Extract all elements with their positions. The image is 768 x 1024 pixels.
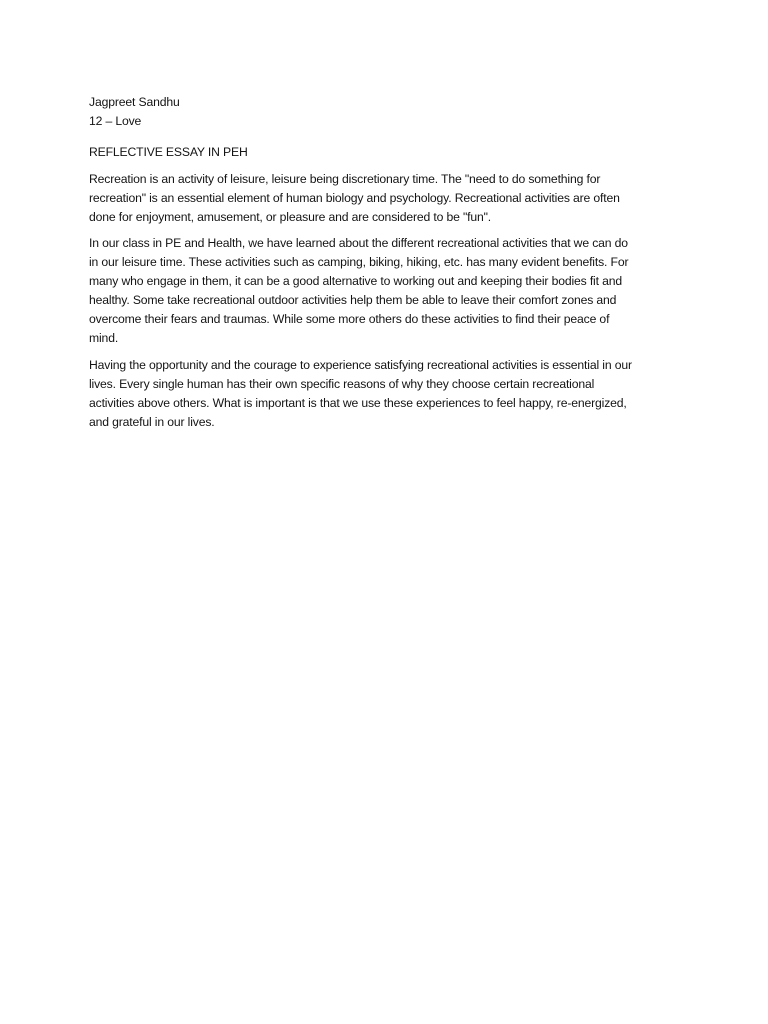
paragraph-1 bbox=[89, 170, 689, 227]
paragraph-line: and grateful in our lives. bbox=[89, 414, 215, 429]
paragraph-2 bbox=[89, 234, 689, 347]
paragraph-line: In our class in PE and Health, we have learned about the different recreational activities that we can do bbox=[89, 236, 628, 251]
paragraph-line: done for enjoyment, amusement, or pleasure and are considered to be "fun". bbox=[89, 209, 492, 224]
class-section: 12 – Love bbox=[89, 113, 142, 128]
essay-content bbox=[89, 93, 689, 432]
paragraph-line: Recreation is an activity of leisure, leisure being discretionary time. The "need to do something for bbox=[89, 171, 601, 186]
paragraph-line: activities above others. What is important is that we use these experiences to feel happy, re-energized, bbox=[89, 395, 627, 410]
essay-title: REFLECTIVE ESSAY IN PEH bbox=[89, 144, 248, 159]
paragraph-line: recreation" is an essential element of human biology and psychology. Recreational activities are often bbox=[89, 190, 620, 205]
paragraph-line: healthy. Some take recreational outdoor activities help them be able to leave their comfort zones and bbox=[89, 293, 617, 308]
paragraph-line: Having the opportunity and the courage to experience satisfying recreational activities is essential in our bbox=[89, 357, 632, 372]
paragraph-line: in our leisure time. These activities such as camping, biking, hiking, etc. has many evident benefits. For bbox=[89, 255, 629, 270]
paragraph-line: lives. Every single human has their own specific reasons of why they choose certain recreational bbox=[89, 376, 595, 391]
paragraph-3 bbox=[89, 356, 689, 432]
paragraph-line: mind. bbox=[89, 330, 119, 345]
paragraph-line: many who engage in them, it can be a good alternative to working out and keeping their bodies fit and bbox=[89, 274, 622, 289]
author-name: Jagpreet Sandhu bbox=[89, 95, 180, 109]
paragraph-line: overcome their fears and traumas. While some more others do these activities to find their peace of bbox=[89, 312, 610, 327]
